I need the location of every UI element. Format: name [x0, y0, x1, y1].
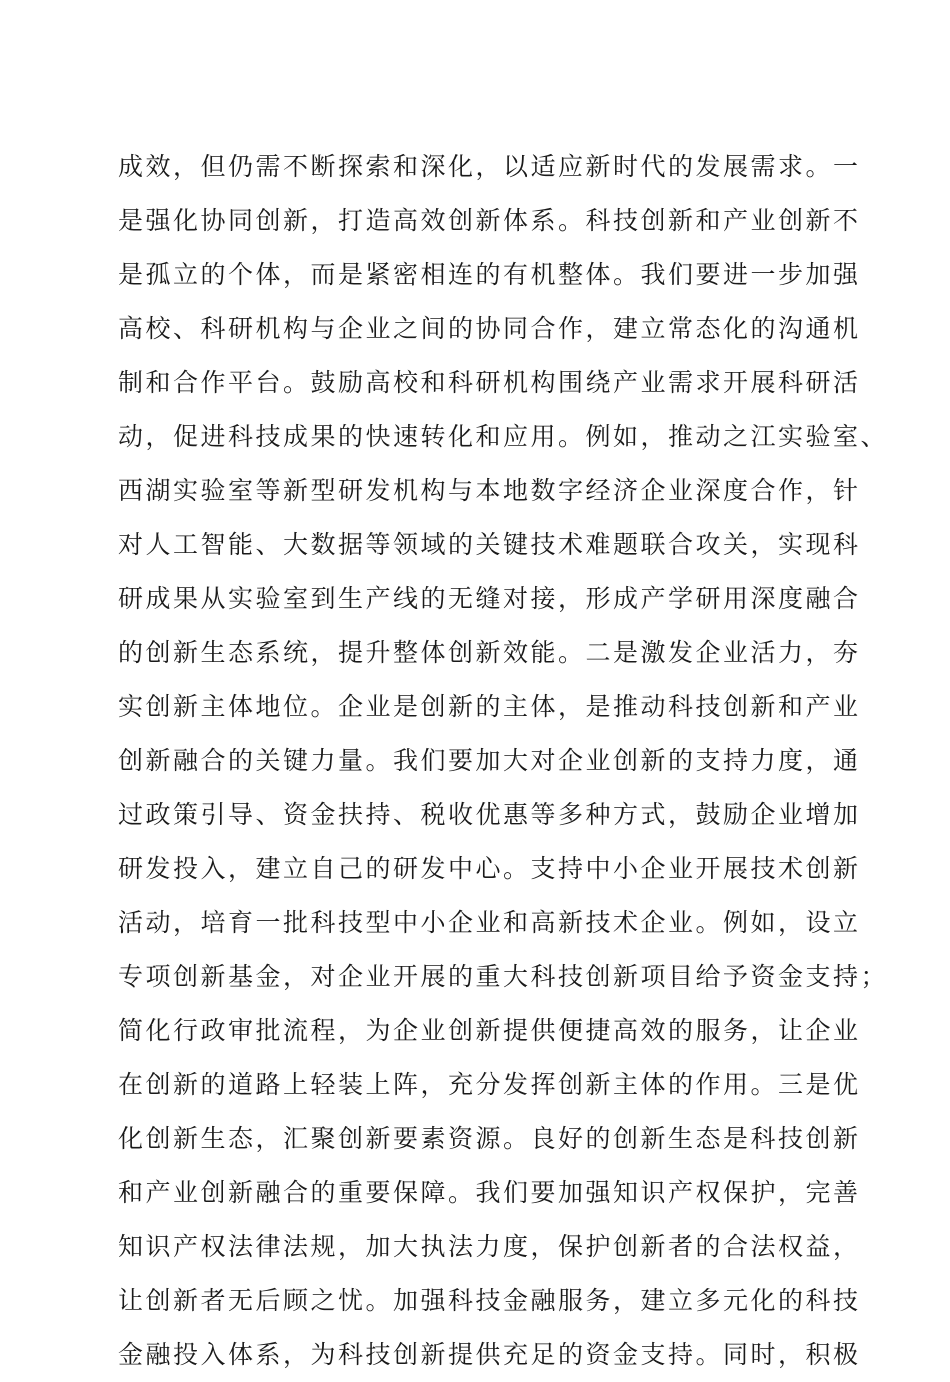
text-line: 西湖实验室等新型研发机构与本地数字经济企业深度合作，针 [118, 476, 861, 505]
text-line: 成效，但仍需不断探索和深化，以适应新时代的发展需求。一 [118, 152, 861, 181]
text-line: 动，促进科技成果的快速转化和应用。例如，推动之江实验室、 [118, 422, 889, 451]
text-line: 研成果从实验室到生产线的无缝对接，形成产学研用深度融合 [118, 584, 861, 613]
text-line: 是孤立的个体，而是紧密相连的有机整体。我们要进一步加强 [118, 260, 861, 289]
text-line: 在创新的道路上轻装上阵，充分发挥创新主体的作用。三是优 [118, 1070, 861, 1099]
text-line: 金融投入体系，为科技创新提供充足的资金支持。同时，积极 [118, 1340, 861, 1369]
text-line: 研发投入，建立自己的研发中心。支持中小企业开展技术创新 [118, 854, 861, 883]
text-line: 的创新生态系统，提升整体创新效能。二是激发企业活力，夯 [118, 638, 861, 667]
text-line: 是强化协同创新，打造高效创新体系。科技创新和产业创新不 [118, 206, 861, 235]
text-line: 对人工智能、大数据等领域的关键技术难题联合攻关，实现科 [118, 530, 861, 559]
text-line: 化创新生态，汇聚创新要素资源。良好的创新生态是科技创新 [118, 1124, 861, 1153]
body-text [118, 140, 889, 1382]
text-line: 知识产权法律法规，加大执法力度，保护创新者的合法权益， [118, 1232, 861, 1261]
text-line: 简化行政审批流程，为企业创新提供便捷高效的服务，让企业 [118, 1016, 861, 1045]
text-line: 高校、科研机构与企业之间的协同合作，建立常态化的沟通机 [118, 314, 861, 343]
text-line: 创新融合的关键力量。我们要加大对企业创新的支持力度，通 [118, 746, 861, 775]
text-line: 实创新主体地位。企业是创新的主体，是推动科技创新和产业 [118, 692, 861, 721]
text-line: 制和合作平台。鼓励高校和科研机构围绕产业需求开展科研活 [118, 368, 861, 397]
text-line: 和产业创新融合的重要保障。我们要加强知识产权保护，完善 [118, 1178, 861, 1207]
text-line: 过政策引导、资金扶持、税收优惠等多种方式，鼓励企业增加 [118, 800, 861, 829]
text-line: 专项创新基金，对企业开展的重大科技创新项目给予资金支持； [118, 962, 889, 991]
text-line: 活动，培育一批科技型中小企业和高新技术企业。例如，设立 [118, 908, 861, 937]
text-line: 让创新者无后顾之忧。加强科技金融服务，建立多元化的科技 [118, 1286, 861, 1315]
